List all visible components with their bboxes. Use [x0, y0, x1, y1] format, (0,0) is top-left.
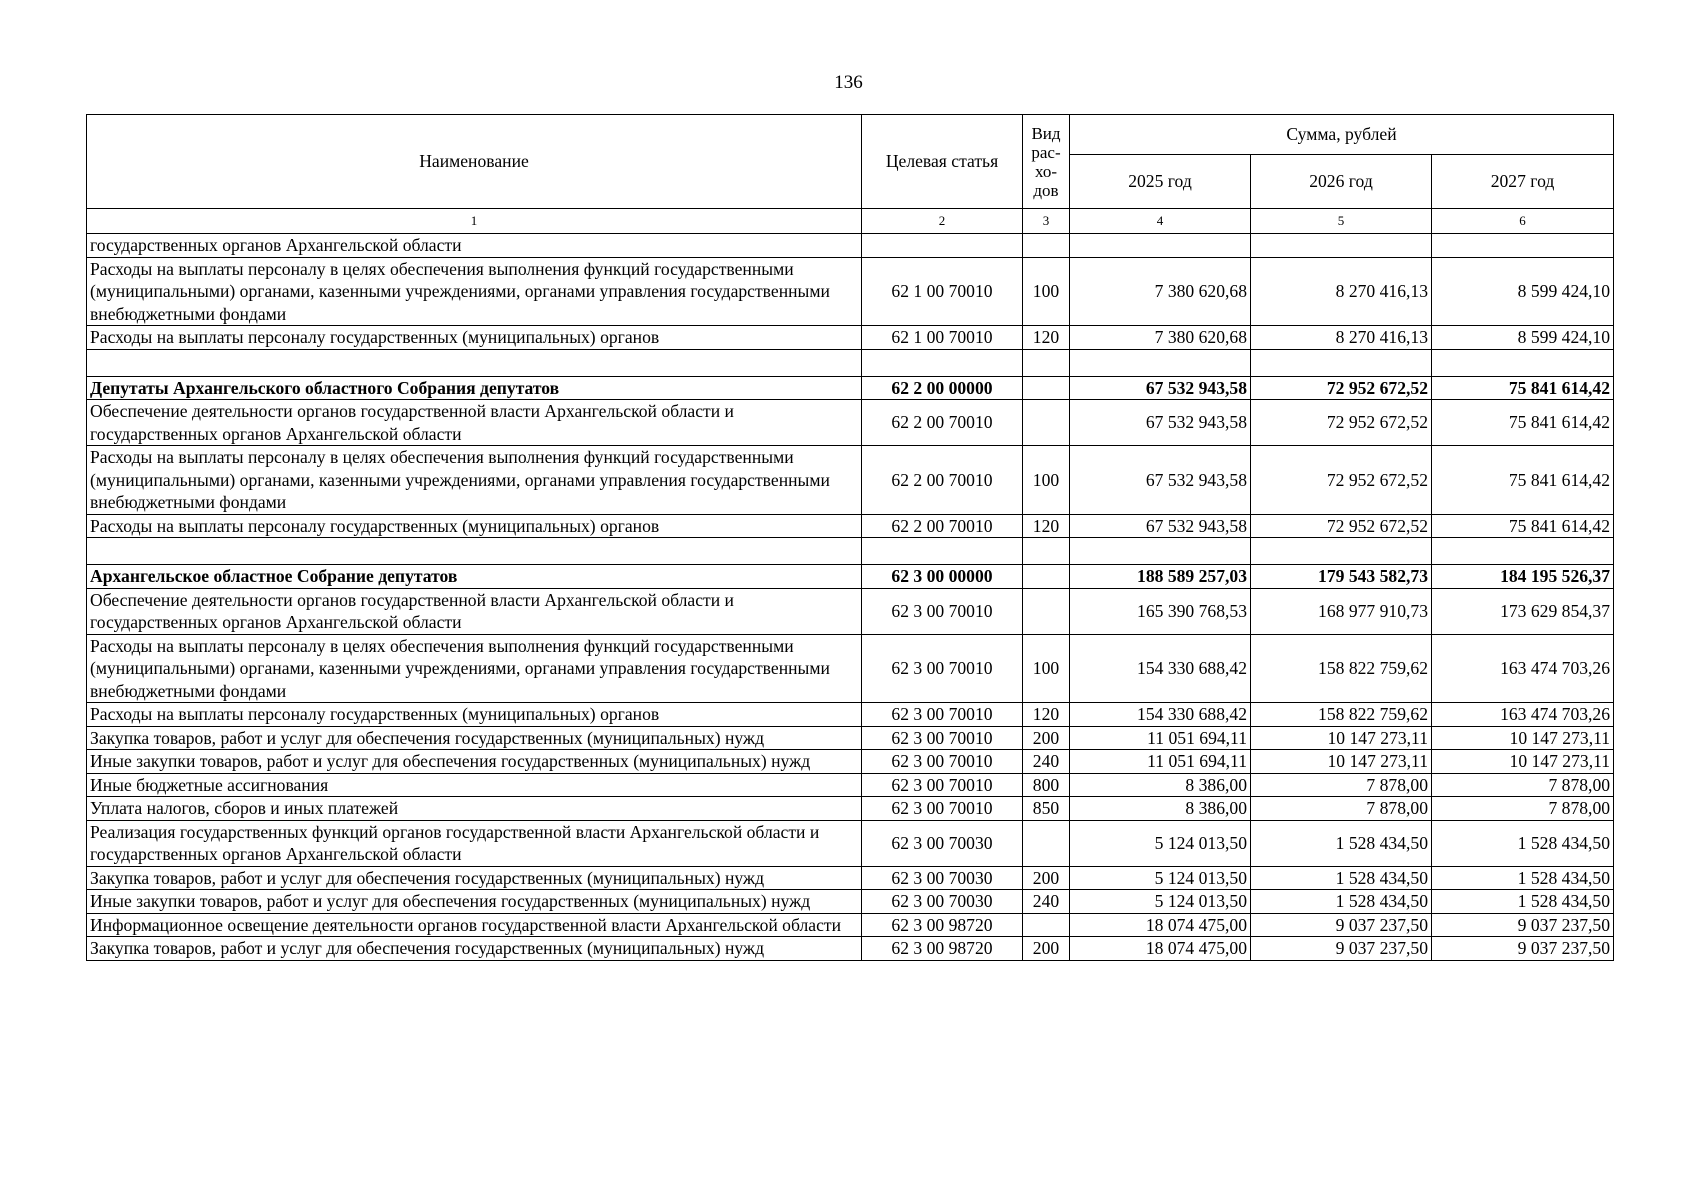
- row-amount-2026-cell: 7 878,00: [1251, 797, 1432, 821]
- table-row: [87, 750, 1614, 774]
- row-amount-2027-cell: 9 037 237,50: [1432, 913, 1614, 937]
- row-name-cell: [87, 349, 862, 376]
- row-name-cell: Расходы на выплаты персоналу в целях обеспечения выполнения функций государственными (муниципальными) органами, казенными учреждениями, органами управления государственными внебюджетными фондами: [87, 257, 862, 326]
- row-amount-2026-cell: 8 270 416,13: [1251, 257, 1432, 326]
- row-name-cell: Иные закупки товаров, работ и услуг для обеспечения государственных (муниципальных) нужд: [87, 890, 862, 914]
- row-amount-2026-cell: 179 543 582,73: [1251, 565, 1432, 589]
- row-expense-kind-cell: 100: [1023, 634, 1070, 703]
- row-amount-2025-cell: 5 124 013,50: [1070, 820, 1251, 866]
- column-number: 3: [1023, 209, 1070, 234]
- table-row: [87, 376, 1614, 400]
- row-amount-2027-cell: [1432, 234, 1614, 258]
- row-amount-2027-cell: 163 474 703,26: [1432, 703, 1614, 727]
- column-number: 4: [1070, 209, 1251, 234]
- row-amount-2026-cell: [1251, 349, 1432, 376]
- row-name-cell: Расходы на выплаты персоналу государственных (муниципальных) органов: [87, 514, 862, 538]
- row-target-article-cell: 62 3 00 70030: [862, 890, 1023, 914]
- row-expense-kind-cell: 200: [1023, 937, 1070, 961]
- row-amount-2027-cell: 163 474 703,26: [1432, 634, 1614, 703]
- row-amount-2026-cell: 7 878,00: [1251, 773, 1432, 797]
- column-number: 6: [1432, 209, 1614, 234]
- row-amount-2026-cell: 72 952 672,52: [1251, 400, 1432, 446]
- row-name-cell: Депутаты Архангельского областного Собрания депутатов: [87, 376, 862, 400]
- row-target-article-cell: 62 3 00 00000: [862, 565, 1023, 589]
- table-row: [87, 514, 1614, 538]
- row-name-cell: Иные бюджетные ассигнования: [87, 773, 862, 797]
- header-year-2027: 2027 год: [1432, 155, 1614, 209]
- header-expense-kind: Вид рас-хо-дов: [1023, 115, 1070, 209]
- row-expense-kind-cell: [1023, 234, 1070, 258]
- table-row: [87, 726, 1614, 750]
- row-expense-kind-cell: [1023, 538, 1070, 565]
- row-amount-2026-cell: 10 147 273,11: [1251, 726, 1432, 750]
- row-expense-kind-cell: 800: [1023, 773, 1070, 797]
- row-amount-2025-cell: [1070, 538, 1251, 565]
- row-amount-2026-cell: 9 037 237,50: [1251, 913, 1432, 937]
- row-amount-2027-cell: 75 841 614,42: [1432, 400, 1614, 446]
- table-row: [87, 797, 1614, 821]
- row-expense-kind-cell: [1023, 913, 1070, 937]
- row-amount-2027-cell: 8 599 424,10: [1432, 257, 1614, 326]
- row-amount-2027-cell: 75 841 614,42: [1432, 514, 1614, 538]
- table-row: [87, 349, 1614, 376]
- row-amount-2027-cell: 10 147 273,11: [1432, 726, 1614, 750]
- row-expense-kind-cell: [1023, 376, 1070, 400]
- row-name-cell: Иные закупки товаров, работ и услуг для обеспечения государственных (муниципальных) нужд: [87, 750, 862, 774]
- column-number-row: [87, 209, 1614, 234]
- row-amount-2026-cell: 9 037 237,50: [1251, 937, 1432, 961]
- row-name-cell: Уплата налогов, сборов и иных платежей: [87, 797, 862, 821]
- table-row: [87, 326, 1614, 350]
- table-row: [87, 866, 1614, 890]
- row-amount-2027-cell: 8 599 424,10: [1432, 326, 1614, 350]
- row-amount-2026-cell: 8 270 416,13: [1251, 326, 1432, 350]
- row-name-cell: Реализация государственных функций органов государственной власти Архангельской области и государственных органов Архангельской области: [87, 820, 862, 866]
- table-row: [87, 446, 1614, 515]
- row-expense-kind-cell: 120: [1023, 514, 1070, 538]
- table-header: [87, 115, 1614, 234]
- row-amount-2025-cell: 67 532 943,58: [1070, 376, 1251, 400]
- row-target-article-cell: [862, 538, 1023, 565]
- row-amount-2026-cell: 10 147 273,11: [1251, 750, 1432, 774]
- row-target-article-cell: 62 3 00 98720: [862, 937, 1023, 961]
- row-amount-2026-cell: 1 528 434,50: [1251, 820, 1432, 866]
- table-row: [87, 773, 1614, 797]
- row-amount-2025-cell: 154 330 688,42: [1070, 703, 1251, 727]
- row-amount-2027-cell: 1 528 434,50: [1432, 820, 1614, 866]
- row-name-cell: Обеспечение деятельности органов государственной власти Архангельской области и государственных органов Архангельской области: [87, 400, 862, 446]
- row-amount-2025-cell: 8 386,00: [1070, 797, 1251, 821]
- row-amount-2025-cell: 5 124 013,50: [1070, 866, 1251, 890]
- row-amount-2026-cell: 158 822 759,62: [1251, 703, 1432, 727]
- header-sum-title: Сумма, рублей: [1070, 115, 1614, 155]
- row-amount-2025-cell: 7 380 620,68: [1070, 326, 1251, 350]
- row-name-cell: Архангельское областное Собрание депутатов: [87, 565, 862, 589]
- row-amount-2026-cell: [1251, 538, 1432, 565]
- row-amount-2025-cell: 188 589 257,03: [1070, 565, 1251, 589]
- row-target-article-cell: 62 3 00 70010: [862, 773, 1023, 797]
- column-number: 1: [87, 209, 862, 234]
- row-expense-kind-cell: 240: [1023, 890, 1070, 914]
- table-row: [87, 820, 1614, 866]
- table-row: [87, 400, 1614, 446]
- row-expense-kind-cell: 120: [1023, 703, 1070, 727]
- row-expense-kind-cell: [1023, 349, 1070, 376]
- row-target-article-cell: 62 3 00 70010: [862, 588, 1023, 634]
- row-name-cell: Расходы на выплаты персоналу в целях обеспечения выполнения функций государственными (муниципальными) органами, казенными учреждениями, органами управления государственными внебюджетными фондами: [87, 446, 862, 515]
- table-row: [87, 257, 1614, 326]
- row-target-article-cell: 62 3 00 70010: [862, 703, 1023, 727]
- row-expense-kind-cell: 120: [1023, 326, 1070, 350]
- row-target-article-cell: 62 2 00 70010: [862, 400, 1023, 446]
- header-name: Наименование: [87, 115, 862, 209]
- table-row: [87, 588, 1614, 634]
- row-name-cell: Расходы на выплаты персоналу государственных (муниципальных) органов: [87, 326, 862, 350]
- table-row: [87, 913, 1614, 937]
- row-target-article-cell: 62 3 00 70010: [862, 726, 1023, 750]
- row-amount-2026-cell: 168 977 910,73: [1251, 588, 1432, 634]
- row-amount-2025-cell: 5 124 013,50: [1070, 890, 1251, 914]
- row-amount-2027-cell: 10 147 273,11: [1432, 750, 1614, 774]
- header-target-article: Целевая статья: [862, 115, 1023, 209]
- row-target-article-cell: 62 3 00 70010: [862, 750, 1023, 774]
- row-target-article-cell: [862, 349, 1023, 376]
- row-amount-2027-cell: 75 841 614,42: [1432, 376, 1614, 400]
- table-row: [87, 890, 1614, 914]
- row-name-cell: Обеспечение деятельности органов государственной власти Архангельской области и государственных органов Архангельской области: [87, 588, 862, 634]
- row-expense-kind-cell: 100: [1023, 446, 1070, 515]
- row-target-article-cell: 62 2 00 00000: [862, 376, 1023, 400]
- row-name-cell: Закупка товаров, работ и услуг для обеспечения государственных (муниципальных) нужд: [87, 937, 862, 961]
- row-target-article-cell: 62 3 00 70010: [862, 797, 1023, 821]
- row-amount-2027-cell: 1 528 434,50: [1432, 866, 1614, 890]
- row-expense-kind-cell: [1023, 565, 1070, 589]
- row-target-article-cell: 62 3 00 70010: [862, 634, 1023, 703]
- column-number: 2: [862, 209, 1023, 234]
- row-target-article-cell: [862, 234, 1023, 258]
- row-amount-2027-cell: 173 629 854,37: [1432, 588, 1614, 634]
- row-expense-kind-cell: 200: [1023, 866, 1070, 890]
- row-amount-2025-cell: 67 532 943,58: [1070, 446, 1251, 515]
- row-expense-kind-cell: 200: [1023, 726, 1070, 750]
- table-row: [87, 703, 1614, 727]
- header-year-2025: 2025 год: [1070, 155, 1251, 209]
- row-amount-2025-cell: 18 074 475,00: [1070, 913, 1251, 937]
- row-name-cell: Расходы на выплаты персоналу в целях обеспечения выполнения функций государственными (муниципальными) органами, казенными учреждениями, органами управления государственными внебюджетными фондами: [87, 634, 862, 703]
- row-amount-2027-cell: 75 841 614,42: [1432, 446, 1614, 515]
- row-amount-2025-cell: 18 074 475,00: [1070, 937, 1251, 961]
- row-name-cell: государственных органов Архангельской области: [87, 234, 862, 258]
- row-amount-2027-cell: 9 037 237,50: [1432, 937, 1614, 961]
- row-amount-2025-cell: 11 051 694,11: [1070, 750, 1251, 774]
- table-row: [87, 937, 1614, 961]
- row-amount-2025-cell: 154 330 688,42: [1070, 634, 1251, 703]
- row-expense-kind-cell: [1023, 588, 1070, 634]
- row-target-article-cell: 62 1 00 70010: [862, 326, 1023, 350]
- row-name-cell: Информационное освещение деятельности органов государственной власти Архангельской области: [87, 913, 862, 937]
- row-amount-2025-cell: [1070, 349, 1251, 376]
- row-target-article-cell: 62 1 00 70010: [862, 257, 1023, 326]
- row-target-article-cell: 62 3 00 70030: [862, 866, 1023, 890]
- row-name-cell: Закупка товаров, работ и услуг для обеспечения государственных (муниципальных) нужд: [87, 866, 862, 890]
- row-amount-2025-cell: 7 380 620,68: [1070, 257, 1251, 326]
- row-name-cell: Закупка товаров, работ и услуг для обеспечения государственных (муниципальных) нужд: [87, 726, 862, 750]
- table-row: [87, 634, 1614, 703]
- row-amount-2025-cell: 67 532 943,58: [1070, 400, 1251, 446]
- row-amount-2026-cell: [1251, 234, 1432, 258]
- row-expense-kind-cell: 240: [1023, 750, 1070, 774]
- table-body: [87, 234, 1614, 961]
- row-target-article-cell: 62 2 00 70010: [862, 514, 1023, 538]
- row-amount-2025-cell: 8 386,00: [1070, 773, 1251, 797]
- row-amount-2026-cell: 72 952 672,52: [1251, 446, 1432, 515]
- row-amount-2026-cell: 72 952 672,52: [1251, 514, 1432, 538]
- row-amount-2025-cell: 67 532 943,58: [1070, 514, 1251, 538]
- row-target-article-cell: 62 2 00 70010: [862, 446, 1023, 515]
- row-amount-2027-cell: 184 195 526,37: [1432, 565, 1614, 589]
- row-amount-2027-cell: [1432, 538, 1614, 565]
- row-expense-kind-cell: 850: [1023, 797, 1070, 821]
- row-amount-2026-cell: 1 528 434,50: [1251, 866, 1432, 890]
- column-number: 5: [1251, 209, 1432, 234]
- page-number: 136: [834, 72, 863, 93]
- row-target-article-cell: 62 3 00 70030: [862, 820, 1023, 866]
- header-year-2026: 2026 год: [1251, 155, 1432, 209]
- table-row: [87, 234, 1614, 258]
- budget-table: [86, 114, 1614, 961]
- row-amount-2026-cell: 72 952 672,52: [1251, 376, 1432, 400]
- row-amount-2027-cell: 1 528 434,50: [1432, 890, 1614, 914]
- row-amount-2027-cell: [1432, 349, 1614, 376]
- row-amount-2027-cell: 7 878,00: [1432, 797, 1614, 821]
- row-amount-2025-cell: 11 051 694,11: [1070, 726, 1251, 750]
- row-expense-kind-cell: [1023, 400, 1070, 446]
- row-amount-2025-cell: [1070, 234, 1251, 258]
- row-expense-kind-cell: [1023, 820, 1070, 866]
- row-target-article-cell: 62 3 00 98720: [862, 913, 1023, 937]
- table-row: [87, 538, 1614, 565]
- row-amount-2025-cell: 165 390 768,53: [1070, 588, 1251, 634]
- row-amount-2026-cell: 1 528 434,50: [1251, 890, 1432, 914]
- table-row: [87, 565, 1614, 589]
- row-amount-2026-cell: 158 822 759,62: [1251, 634, 1432, 703]
- row-amount-2027-cell: 7 878,00: [1432, 773, 1614, 797]
- row-expense-kind-cell: 100: [1023, 257, 1070, 326]
- row-name-cell: Расходы на выплаты персоналу государственных (муниципальных) органов: [87, 703, 862, 727]
- row-name-cell: [87, 538, 862, 565]
